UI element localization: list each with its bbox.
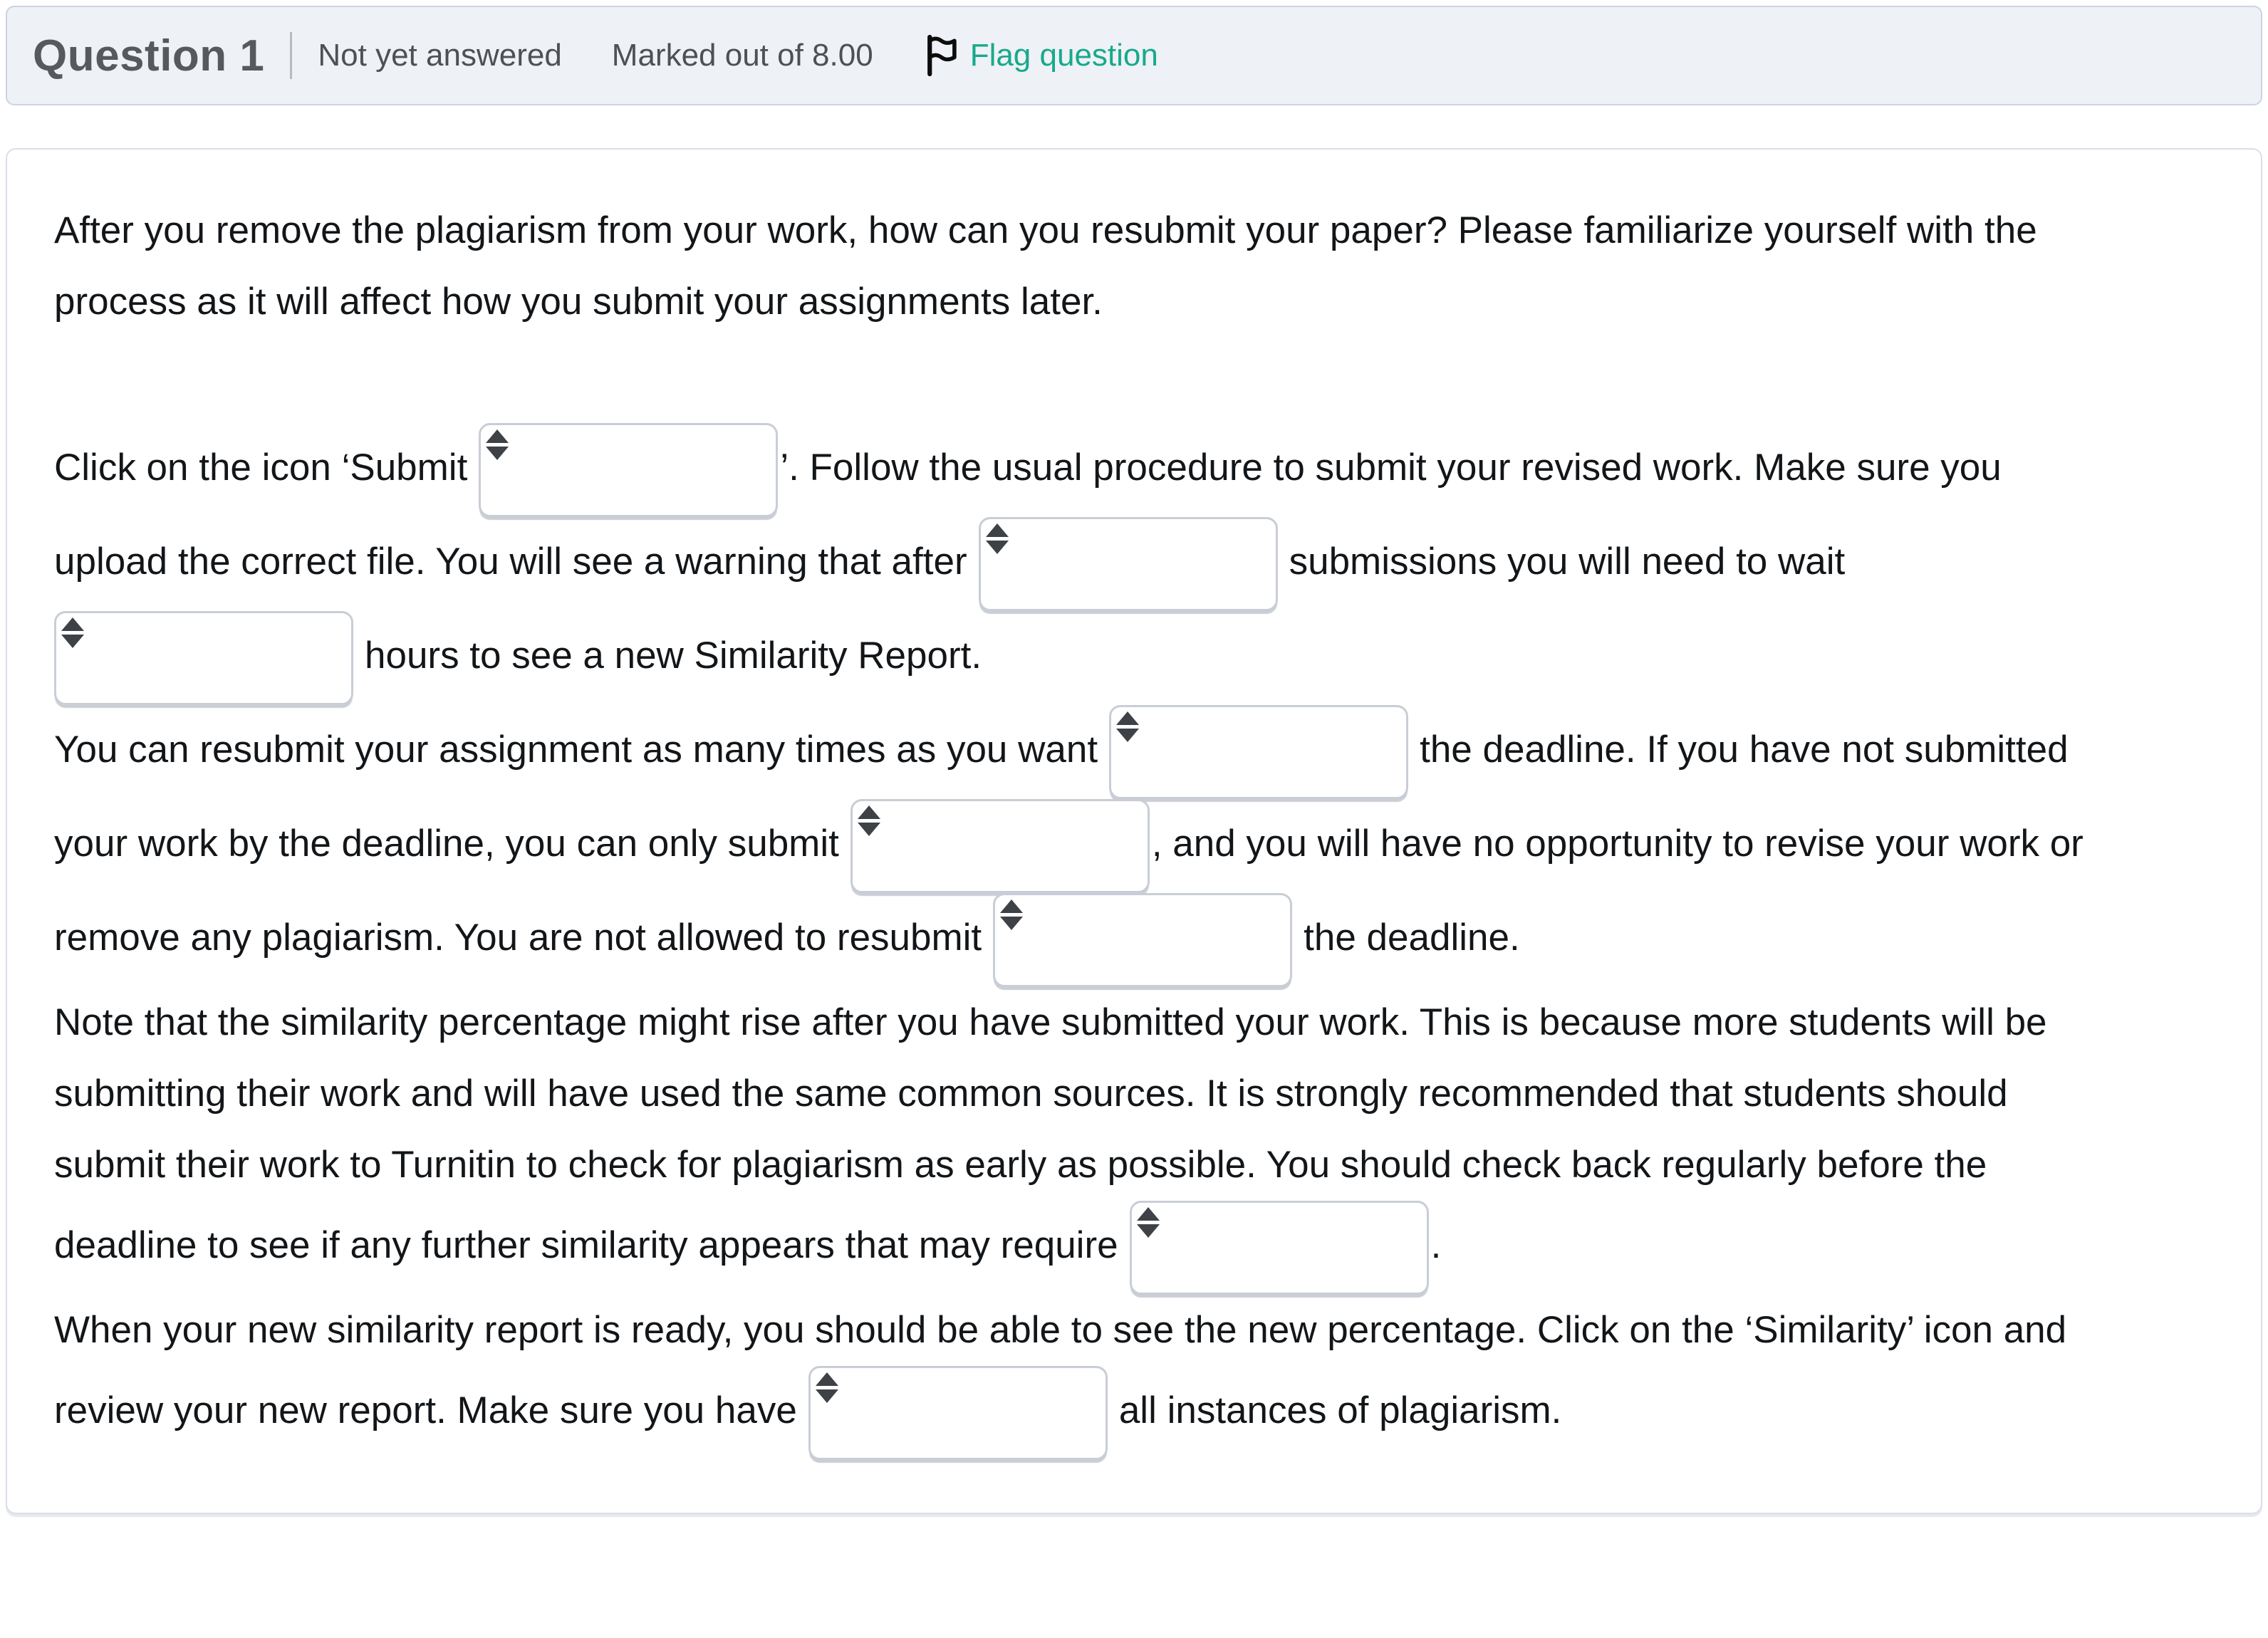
question-number: Question 1 (33, 31, 265, 80)
select-spinner-icon (816, 1372, 838, 1403)
select-spinner-icon (1116, 711, 1139, 742)
spinner-down-icon (816, 1389, 838, 1403)
spinner-down-icon (61, 635, 84, 648)
question-info-header (6, 6, 2262, 105)
question-text-segment: the deadline. If you have not submitted (1420, 729, 2069, 771)
answer-select-4[interactable] (1109, 705, 1408, 799)
question-text-segment: remove any plagiarism. You are not allowed to resubmit (54, 917, 982, 959)
question-text-segment: . (1430, 1224, 1442, 1266)
question-text-segment: Note that the similarity percentage might rise after you have submitted your work. This is because more students will be (54, 1001, 2047, 1043)
select-spinner-icon (1000, 899, 1023, 930)
select-spinner-icon (486, 429, 509, 460)
question-text-segment: review your new report. Make sure you have (54, 1389, 797, 1431)
spinner-up-icon (1116, 711, 1139, 725)
question-paragraph-report (54, 1295, 2210, 1460)
question-text-segment: the deadline. (1304, 917, 1520, 959)
spinner-down-icon (986, 541, 1009, 554)
answer-select-2[interactable] (979, 517, 1278, 611)
question-text-segment: , and you will have no opportunity to revise your work or (1151, 823, 2084, 865)
question-intro-paragraph (54, 195, 2210, 338)
spinner-down-icon (1116, 729, 1139, 742)
question-text-segment: Click on the icon ‘Submit (54, 447, 468, 489)
answer-select-3[interactable] (54, 611, 353, 705)
question-text-segment: ’. Follow the usual procedure to submit your revised work. Make sure you (780, 447, 2002, 489)
spinner-down-icon (1000, 917, 1023, 930)
flag-icon (923, 34, 962, 77)
spinner-down-icon (1137, 1224, 1160, 1238)
spinner-up-icon (1000, 899, 1023, 913)
spinner-up-icon (858, 805, 880, 819)
spinner-up-icon (486, 429, 509, 443)
question-card (6, 148, 2262, 1514)
answer-select-1[interactable] (479, 423, 778, 517)
spinner-down-icon (486, 447, 509, 460)
answer-select-5[interactable] (850, 799, 1150, 893)
select-spinner-icon (1137, 1207, 1160, 1238)
spinner-up-icon (1137, 1207, 1160, 1221)
question-text-segment: submitting their work and will have used the same common sources. It is strongly recommended that students should (54, 1073, 2008, 1115)
question-marks: Marked out of 8.00 (611, 38, 873, 73)
flag-question-label: Flag question (969, 38, 1158, 73)
answer-select-8[interactable] (808, 1366, 1108, 1460)
question-text-segment: upload the correct file. You will see a warning that after (54, 541, 967, 583)
select-spinner-icon (986, 523, 1009, 554)
answer-select-6[interactable] (993, 893, 1292, 987)
question-paragraph-deadline (54, 705, 2210, 987)
flag-question-button[interactable] (923, 34, 1158, 77)
question-text-segment: your work by the deadline, you can only submit (54, 823, 839, 865)
spinner-up-icon (986, 523, 1009, 537)
question-text-segment: hours to see a new Similarity Report. (365, 635, 982, 677)
select-spinner-icon (61, 617, 84, 648)
header-divider (290, 32, 292, 79)
spinner-up-icon (61, 617, 84, 631)
question-text-segment: all instances of plagiarism. (1118, 1389, 1562, 1431)
select-spinner-icon (858, 805, 880, 836)
question-text-segment: You can resubmit your assignment as many times as you want (54, 729, 1098, 771)
question-text-segment: After you remove the plagiarism from your work, how can you resubmit your paper? Please familiarize yourself with the (54, 209, 2037, 251)
question-text-segment: process as it will affect how you submit your assignments later. (54, 281, 1103, 323)
spinner-up-icon (816, 1372, 838, 1386)
answer-select-7[interactable] (1130, 1201, 1429, 1295)
question-paragraph-submit (54, 423, 2210, 705)
question-paragraph-note (54, 987, 2210, 1295)
question-text-segment: submit their work to Turnitin to check for plagiarism as early as possible. You should check back regularly before the (54, 1144, 1987, 1186)
question-status: Not yet answered (318, 38, 562, 73)
question-text-segment: submissions you will need to wait (1289, 541, 1846, 583)
question-text-segment: When your new similarity report is ready, you should be able to see the new percentage. Click on the ‘Similarity’ icon and (54, 1309, 2067, 1351)
question-text-segment: deadline to see if any further similarity appears that may require (54, 1224, 1118, 1266)
spinner-down-icon (858, 823, 880, 836)
